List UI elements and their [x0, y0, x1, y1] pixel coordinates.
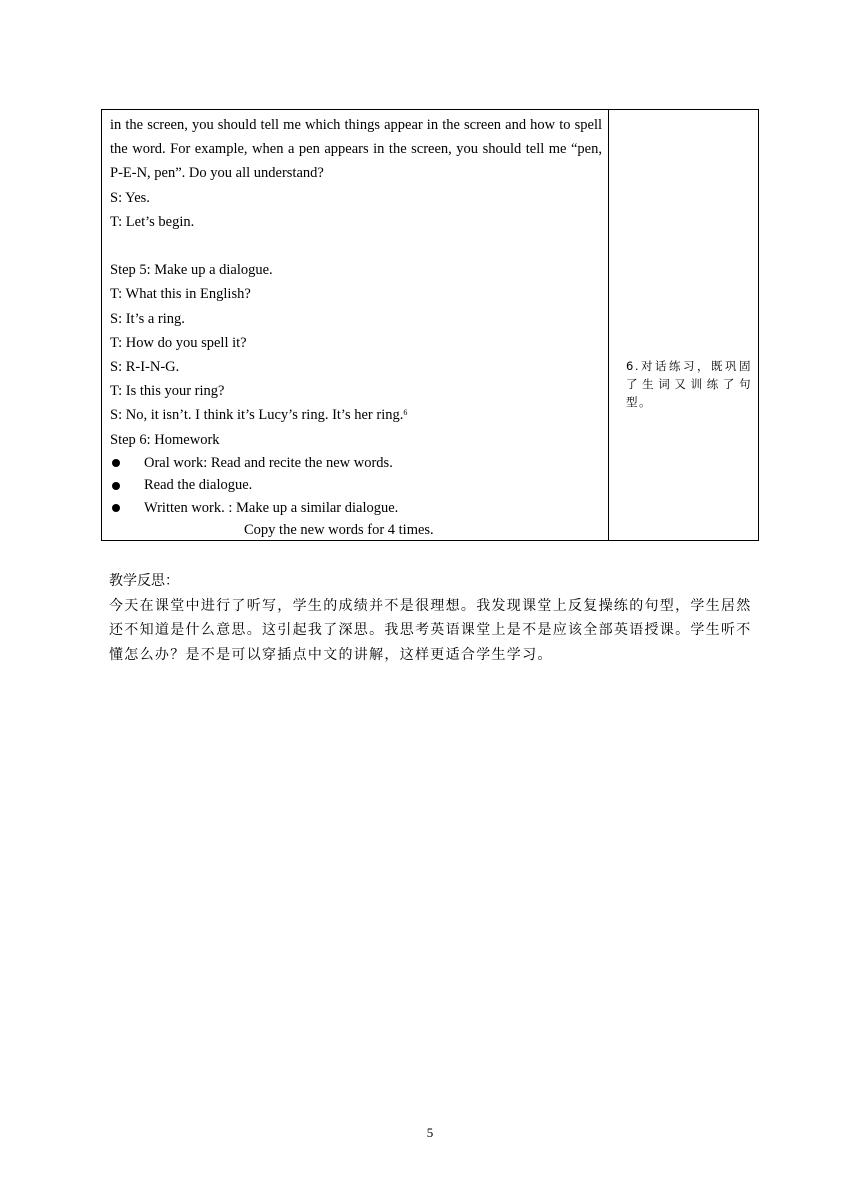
homework-text: Read the dialogue.: [144, 477, 253, 494]
step5-heading: Step 5: Make up a dialogue.: [110, 262, 273, 279]
list-item: [110, 497, 602, 520]
homework-text: Written work. : Make up a similar dialogue.: [144, 499, 399, 516]
dialogue-line: [110, 403, 602, 427]
teaching-reflection: [109, 569, 759, 667]
blank-line: [110, 234, 602, 258]
dialogue-line: T: How do you spell it?: [110, 334, 247, 351]
homework-list: [110, 452, 602, 520]
reflection-title: 教学反思：: [109, 573, 179, 589]
design-note: 6.对话练习，既巩固了生词又训练了句型。: [626, 359, 752, 409]
notes-column: [609, 110, 758, 540]
homework-text: Oral work: Read and recite the new words.: [144, 454, 393, 471]
list-item: [110, 474, 602, 497]
bullet-icon: [112, 504, 120, 512]
intro-paragraph: in the screen, you should tell me which things appear in the screen and how to spell the word. For example, when a pen appears in the screen, you should tell me “pen, P-E-N, pen”. Do you all understand?: [110, 117, 602, 182]
lesson-plan-table: [101, 109, 759, 541]
dialogue-line: S: R-I-N-G.: [110, 359, 180, 376]
dialogue-text: S: No, it isn’t. I think it’s Lucy’s ring. It’s her ring.: [110, 407, 404, 424]
bullet-icon: [112, 459, 120, 467]
page-number: 5: [426, 1125, 434, 1140]
procedure-column: [102, 110, 609, 540]
step6-heading: Step 6: Homework: [110, 431, 220, 448]
teacher-line: T: Let’s begin.: [110, 213, 195, 230]
list-item: [110, 452, 602, 475]
footnote-marker: 6: [403, 408, 408, 418]
homework-continuation: Copy the new words for 4 times.: [244, 522, 434, 539]
dialogue-line: T: What this in English?: [110, 286, 251, 303]
bullet-icon: [112, 482, 120, 490]
dialogue-line: T: Is this your ring?: [110, 383, 225, 400]
dialogue-line: S: It’s a ring.: [110, 310, 185, 327]
reflection-body: 今天在课堂中进行了听写，学生的成绩并不是很理想。我发现课堂上反复操练的句型，学生居然还不知道是什么意思。这引起我了深思。我思考英语课堂上是不是应该全部英语授课。学生听不懂怎么办？是不是可以穿插点中文的讲解，这样更适合学生学习。: [109, 597, 752, 663]
student-reply: S: Yes.: [110, 189, 150, 206]
